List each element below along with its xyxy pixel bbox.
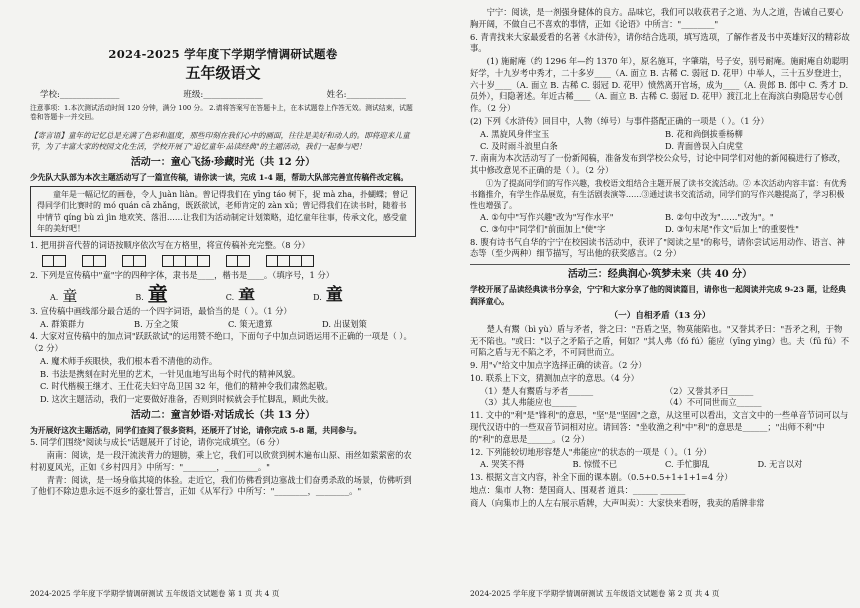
q6-2-options-row2 xyxy=(470,141,850,153)
q13-line-1: 地点：集市 人物：楚国商人、围观者 道具：______ ______ xyxy=(470,484,686,495)
class-label: 班级: xyxy=(183,89,204,100)
q6-2-option-a[interactable]: A. 黑旋风身伴宝玉 xyxy=(480,128,550,139)
question-11: 11. 文中的"利"是"锋利"的意思，"坚"是"坚固"之意，从这里可以看出，文言文中的一些单音节词可以与现代汉语中的一些双音节词相对应。请回答："坐收渔之利"中"利"的意思是______；"出师不利"中的"利"的意思是______。（2 分） xyxy=(470,410,849,444)
name-label: 姓名: xyxy=(326,89,347,100)
q6-2-option-c[interactable]: C. 及时雨斗浪里白条 xyxy=(480,140,558,151)
answer-grid-3[interactable] xyxy=(122,255,146,267)
question-2: 2. 下列是宣传稿中"童"字的四种字体，隶书是____，楷书是____。（填序号，1 分） xyxy=(30,270,335,280)
font-samples xyxy=(30,281,416,306)
exam-title: 2024-2025 学年度下学期学情调研试题卷 xyxy=(108,47,338,61)
q6-2-option-b[interactable]: B. 花和尚倒拔垂杨柳 xyxy=(665,128,743,139)
q10-row2 xyxy=(470,397,850,409)
q6-2-option-d[interactable]: D. 青面兽误入白虎堂 xyxy=(665,140,744,151)
answer-grid-5[interactable] xyxy=(226,255,250,267)
activity-3-title: 活动三：经典润心·筑梦未来（共 40 分） xyxy=(567,269,753,281)
answer-grid-6[interactable] xyxy=(266,255,314,267)
q7-option-a[interactable]: A. ①句中"写作兴趣"改为"写作水平" xyxy=(480,212,614,223)
q12-option-d[interactable]: D. 无言以对 xyxy=(757,459,803,470)
school-field[interactable]: 学校:______________ xyxy=(40,89,120,100)
passage-title: （一）自相矛盾（13 分） xyxy=(609,310,711,321)
answer-grid-1[interactable] xyxy=(42,255,66,267)
school-label: 学校: xyxy=(40,89,60,100)
q6-2-options-row1 xyxy=(470,129,850,141)
activity-1-desc: 少先队大队部为本次主题活动写了一篇宣传稿，请你读一读，完成 1-4 题，帮助大队部完善宣传稿件改定稿。 xyxy=(30,172,409,182)
q12-option-c[interactable]: C. 手忙脚乱 xyxy=(665,459,710,470)
exam-subject: 五年级语文 xyxy=(185,64,261,83)
q10-item-3[interactable]: （3）其人弗能应也______ xyxy=(480,397,577,408)
class-field[interactable]: 班级:______________ xyxy=(183,89,263,100)
section-divider xyxy=(470,264,850,265)
question-7-text: ①为了提高同学们的写作兴趣，我校语文组结合主题开展了读书交流活动。② 本次活动内容丰富：有优秀书籍推介，有学生作品展览，有生活剧表演等……③通过读书交流活动，同学们的写作兴趣提高了，学习积极性也增强了。 xyxy=(470,178,847,211)
promo-box: 童年是一幅记忆的画卷，令人 juàn liàn。曾记得我们在 yīng táo 树下，捉 mà zha，扑蝴蝶；曾记得同学们比赛时的 mó quán cā zhǎng，既跃欲试，老师肯定的 zàn xǔ；曾记得我们在读书时，随着书中情节 qíng bù zì jìn 地欢笑、落泪……让我们为活动制定计划策略，追忆童年往事，传承文化，感受童年的美好吧！ xyxy=(30,186,416,237)
q4-option-b[interactable]: B. 书法是携刻在时光里的艺术，一针见血地写出每个时代的精神风貌。 xyxy=(40,368,301,379)
qingqing-text: 青青：阅读，是一场身临其境的体验。走近它，我们仿佛看到边塞战士们奋勇杀敌的场景，仿佛听到了他们不除边患永远不返乡的豪壮誓言，正如《从军行》中所写："________，________。" xyxy=(30,474,412,497)
q7-options-row1 xyxy=(470,212,850,224)
passage-text: 楚人有鬻（bì yù）盾与矛者，誉之曰："吾盾之坚，物莫能陷也。"又誉其矛曰："吾矛之利，于物无不陷也。"或曰："以子之矛陷子之盾，何如？"其人弗（fó fú）能应（yīng yìng）也。夫（fū fú）不可陷之盾与无不陷之矛，不可同世而立。 xyxy=(470,323,850,358)
exam-notes: 注意事项：1.本次测试活动时间 120 分钟，满分 100 分。 2.请将答案写在答题卡上，在本试题卷上作答无效。测试结束，试题卷和答题卡一并交回。 xyxy=(30,103,413,122)
activity-2-title: 活动二：童言妙语·对话成长（共 13 分） xyxy=(130,410,316,422)
q7-option-d[interactable]: D. ③句末尾"作文"后加上"的重要性" xyxy=(665,223,799,234)
question-9: 9. 用"√"给文中加点字选择正确的读音。（2 分） xyxy=(470,360,647,371)
right-page xyxy=(430,0,860,608)
q12-options xyxy=(470,459,850,471)
q4-option-d[interactable]: D. 这次主题活动，我们一定要做好准备，否则到时候就会手忙脚乱，顾此失彼。 xyxy=(40,394,334,405)
font-sample-d: D. 童 xyxy=(313,284,343,305)
q10-item-2[interactable]: （2）又誉其矛曰______ xyxy=(665,385,754,396)
q3-option-b[interactable]: B. 万全之策 xyxy=(134,318,179,329)
question-6: 6. 青青找来大家最爱看的名著《水浒传》，请你结合选项，填写选项，了解作者及书中英雄好汉的精彩故事。 xyxy=(470,31,850,54)
q10-item-4[interactable]: （4）不可同世而立______ xyxy=(665,397,762,408)
question-12: 12. 下列能较切地形容楚人"弗能应"的状态的一项是（ ）。（1 分） xyxy=(470,446,712,457)
answer-grid-4[interactable] xyxy=(162,255,210,267)
font-sample-c: C. 童 xyxy=(225,286,256,303)
left-footer: 2024-2025 学年度下学期学情调研测试 五年级语文试题卷 第 1 页 共 4 页 xyxy=(30,589,280,599)
answer-grids xyxy=(42,255,416,267)
name-field[interactable]: 姓名:______________ xyxy=(326,89,406,100)
q7-option-b[interactable]: B. ②句中改为"……"改为"。" xyxy=(665,212,774,223)
question-13: 13. 根据文言文内容，补全下面的课本剧。（0.5+0.5+1+1+1=4 分） xyxy=(470,472,733,483)
q4-option-a[interactable]: A. 魔术师手疾眼快，我们根本看不清他的动作。 xyxy=(40,355,218,366)
question-10: 10. 联系上下文，猜测加点字的意思。（4 分） xyxy=(470,372,639,383)
q10-item-1[interactable]: （1）楚人有鬻盾与矛者______ xyxy=(480,385,594,396)
activity-1-title: 活动一：童心飞扬·珍藏时光（共 12 分） xyxy=(130,156,316,168)
q12-option-b[interactable]: B. 惊慌不已 xyxy=(572,459,618,470)
q7-options-row2 xyxy=(470,224,850,236)
font-sample-b: B. 童 xyxy=(135,281,168,306)
q3-option-c[interactable]: C. 策无遗算 xyxy=(228,318,273,329)
question-4: 4. 大家对宣传稿中的加点词"跃跃欲试"的运用赞不绝口，下面句子中加点词语运用不正确的一项是（ ）。（2 分） xyxy=(30,331,412,354)
font-sample-a: A. 童 xyxy=(50,286,78,305)
intro-text: 【寄言语】童年的记忆总是充满了色彩和温度，那些印刻在我们心中的画面，往往是美好和动人的。即将迎来儿童节，为了丰富大家的校园文化生活，学校开展了"追忆童年·品读经典"的主题活动，我们一起参与吧！ xyxy=(30,130,410,151)
question-6-2: (2) 下列《水浒传》回目中，人物（绰号）与事件搭配正确的一项是（ ）。（1 分） xyxy=(470,116,769,127)
nannan-text: 南南：阅读，是一段汗流浃背力的翅膀，乘上它，我们可以欣赏到树木遍布山原、雨丝如萦萦密的农村初夏风光，正如《乡村四月》中所写："________，________。" xyxy=(30,450,412,472)
question-3: 3. 宣传稿中画线部分最合适的一个四字词语，最恰当的是（ ）。（1 分） xyxy=(30,305,292,316)
q12-option-a[interactable]: A. 哭笑不得 xyxy=(480,459,525,470)
question-7: 7. 南南为本次活动写了一份新闻稿，准备发布到学校公众号，讨论中同学们对他的新闻稿进行了修改，其中修改意见不正确的是（ ）。（2 分） xyxy=(470,153,846,176)
answer-grid-2[interactable] xyxy=(82,255,106,267)
q13-line-2: 商人（向集市上的人左右展示盾牌，大声叫卖）：大家快来看呀，我卖的盾牌非常 xyxy=(470,497,765,508)
question-3-options xyxy=(30,319,416,331)
question-1: 1. 把用拼音代替的词语按顺序依次写在方格里，将宣传稿补充完整。（8 分） xyxy=(30,240,310,251)
activity-3-desc: 学校开展了品读经典读书分享会，宁宁和大家分享了他的阅读篇目，请你也一起阅读并完成 9-23 题，让经典润泽童心。 xyxy=(470,285,846,306)
q3-option-a[interactable]: A. 群策群力 xyxy=(40,318,85,329)
q3-option-d[interactable]: D. 出谋划策 xyxy=(322,318,367,329)
q10-row1 xyxy=(470,386,850,398)
question-8: 8. 腹有诗书气自华的宁宁在校园读书活动中，获评了"阅读之星"的称号，请你尝试运用动作、语言、神态等（至少两种）细节描写，写出他的获奖感言。（2 分） xyxy=(470,236,845,259)
question-6-1: (1) 施耐庵（约 1296 年—约 1370 年），原名施耳，字肇瑞，号子安，别号耐庵。施耐庵自幼聪明好学，十九岁考中秀才，二十多岁____（A. 面立 B. 古稀 C. 弱冠 D. 花甲）中举人，三十五岁登进士，六十岁____（A. 面立 B. 古稀 C. 弱冠 D. 花甲）愤然离开官场，成为____（A. 贵郎 B. 郎中 C. 秀才 D. 员外），归隐著述。年近古稀____（A. 面立 B. 古稀 C. 弱冠 D. 花甲）渡江北上在海滨白驹隐居专心创作。（2 分） xyxy=(470,56,849,114)
q4-option-c[interactable]: C. 时代楷模王继才、王仕花夫妇守岛卫国 32 年，他们的精神令我们肃然起敬。 xyxy=(40,381,333,392)
ningning-text: 宁宁：阅读，是一剂强身健体的良方。品味它，我们可以收获君子之道、为人之道，告诫自己要心胸开阔，不做自己不喜欢的事情，正如《论语》中所言："________" xyxy=(470,7,844,29)
question-5: 5. 同学们围绕"阅读与成长"话题展开了讨论，请你完成填空。（6 分） xyxy=(30,437,285,448)
right-footer: 2024-2025 学年度下学期学情调研测试 五年级语文试题卷 第 2 页 共 4 页 xyxy=(470,589,720,599)
activity-2-desc: 为开展好这次主题活动，同学们查阅了很多资料，还展开了讨论，请你完成 5-8 题，共同参与。 xyxy=(30,426,362,436)
q7-option-c[interactable]: C. ③句中"同学们"前面加上"使"字 xyxy=(480,223,606,234)
student-info xyxy=(30,89,416,101)
